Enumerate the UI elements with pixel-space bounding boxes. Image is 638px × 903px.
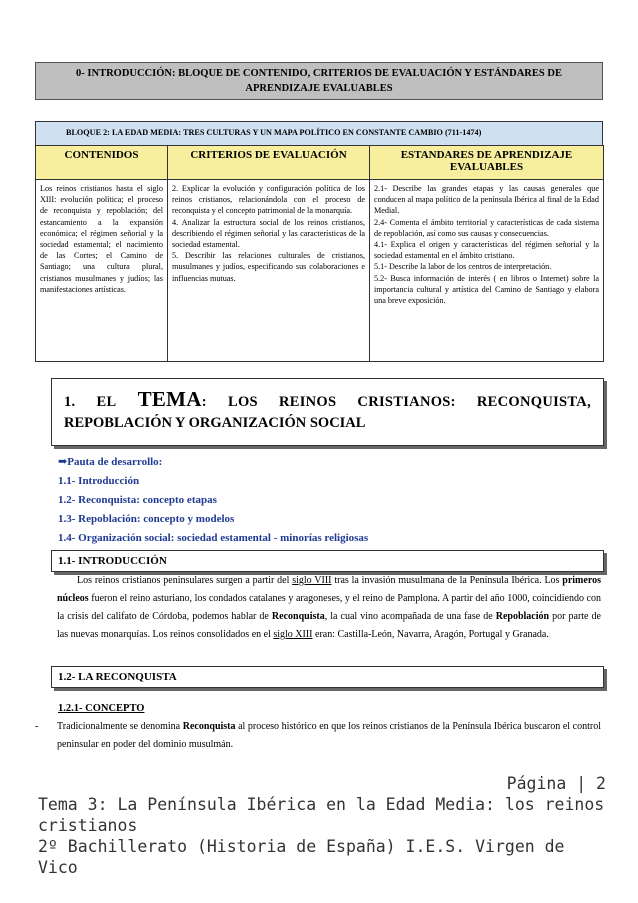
estandar-item: 5.2- Busca información de interés ( en libros o Internet) sobre la importancia cultural y artística del Camino de Santiago y elabora una breve exposición.	[374, 273, 599, 306]
tema-number: 1.	[64, 394, 76, 410]
header-contenidos: CONTENIDOS	[36, 146, 168, 180]
pauta-title: Pauta de desarrollo:	[67, 456, 163, 468]
intro-underline: siglo VIII	[292, 575, 332, 586]
header-estandares: ESTANDARES DE APRENDIZAJE EVALUABLES	[370, 146, 604, 180]
criterio-item: 2. Explicar la evolución y configuración política de los reinos cristianos, relacionándola con el proceso de reconquista y el concepto patrimonial de la monarquía.	[172, 184, 365, 216]
reconquista-heading: 1.2- LA RECONQUISTA	[51, 666, 604, 688]
contenidos-text: Los reinos cristianos hasta el siglo XIII: evolución política; el proceso de reconquista y repoblación; del estancamiento a la expansión económica; el régimen señorial y la sociedad estamental; el nacimiento de las Cortes; el Camino de Santiago; una cultura plural, cristianos musulmanes y judíos; las manifestaciones artísticas.	[40, 184, 163, 294]
section-header-line1: 0- INTRODUCCIÓN: BLOQUE DE CONTENIDO, CRITERIOS DE EVALUACIÓN Y ESTÁNDARES DE	[76, 68, 562, 79]
intro-bold: Repoblación	[495, 611, 550, 622]
intro-underline: siglo XIII	[273, 629, 313, 640]
tema-word-el: EL	[96, 394, 117, 410]
tema-colon: :	[201, 394, 207, 410]
intro-text-part: Los reinos cristianos peninsulares surgen a partir del	[77, 575, 293, 586]
bloque-title: BLOQUE 2: LA EDAD MEDIA: TRES CULTURAS Y UN MAPA POLÍTICO EN CONSTANTE CAMBIO (711-1474)	[35, 121, 603, 145]
definition-text-part: al proceso histórico en que los reinos cristianos de la Península Ibérica buscaron el control peninsular en poder del dominio musulmán.	[57, 721, 601, 750]
intro-text-part: eran: Castilla-León, Navarra, Aragón, Portugal y Granada.	[312, 629, 549, 640]
pauta-title-row	[58, 453, 368, 472]
intro-text-part: tras la invasión musulmana de la Península Ibérica. Los	[331, 575, 563, 586]
page-footer	[38, 773, 606, 878]
intro-bold: Reconquista	[271, 611, 325, 622]
tema-word: REINOS	[278, 394, 337, 410]
concepto-subheading: 1.2.1- CONCEPTO	[58, 703, 145, 714]
tema-title-line1	[64, 387, 591, 412]
cell-criterios	[168, 180, 370, 362]
tema-word: RECONQUISTA,	[476, 394, 591, 410]
tema-word: LOS	[227, 394, 258, 410]
section-header	[35, 62, 603, 100]
intro-paragraph	[57, 572, 601, 644]
intro-text-part: , la cual vino acompañada de una fase de	[324, 611, 496, 622]
criterio-item: 4. Analizar la estructura social de los reinos cristianos, describiendo el régimen señorial y las características de la sociedad estamental.	[172, 217, 365, 250]
estandar-item: 2.1- Describe las grandes etapas y las causas generales que conducen al mapa político de la península Ibérica al final de la Edad Medial.	[374, 184, 599, 216]
pauta-list	[58, 453, 368, 548]
intro-text-part: por parte de las nuevas monarquías. Los reinos consolidados en el	[57, 611, 601, 640]
criterio-item: 5. Describir las relaciones culturales de cristianos, musulmanes y judíos, especificando sus colaboraciones e influencias mutuas.	[172, 251, 365, 283]
tema-title-line2: REPOBLACIÓN Y ORGANIZACIÓN SOCIAL	[64, 415, 366, 431]
cell-estandares	[370, 180, 604, 362]
pauta-item: 1.4- Organización social: sociedad estamental - minorías religiosas	[58, 532, 369, 544]
pauta-item: 1.1- Introducción	[58, 475, 140, 487]
arrow-right-icon: ➡	[58, 456, 68, 468]
section-header-line2: APRENDIZAJE EVALUABLES	[245, 83, 393, 94]
intro-text-part: fueron el reino asturiano, los condados catalanes y aragoneses, y el reino de Pamplona. A partir del año 1000, coincidiendo con la crisis del califato de Córdoba, podemos hablar de	[57, 593, 601, 622]
page-number: Página | 2	[506, 774, 606, 793]
tema-title-box	[51, 378, 604, 446]
definition-bold: Reconquista	[182, 721, 236, 732]
intro-bold: primeros núcleos	[57, 575, 601, 604]
tema-word: CRISTIANOS:	[357, 394, 456, 410]
header-criterios: CRITERIOS DE EVALUACIÓN	[168, 146, 370, 180]
footer-line2: 2º Bachillerato (Historia de España) I.E.S. Virgen de Vico	[38, 837, 565, 877]
intro-heading: 1.1- INTRODUCCIÓN	[51, 550, 604, 572]
reconquista-definition	[35, 718, 601, 754]
criteria-table	[35, 145, 604, 362]
tema-word-tema: TEMA	[137, 387, 202, 411]
estandar-item: 2.4- Comenta el ámbito territorial y características de cada sistema de repoblación, así como sus causas y consecuencias.	[374, 217, 599, 238]
pauta-item: 1.3- Repoblación: concepto y modelos	[58, 513, 235, 525]
definition-text-part: Tradicionalmente se denomina	[57, 721, 183, 732]
pauta-item: 1.2- Reconquista: concepto etapas	[58, 494, 217, 506]
footer-line1: Tema 3: La Península Ibérica en la Edad Media: los reinos cristianos	[38, 795, 605, 835]
cell-contenidos	[36, 180, 168, 362]
dash-bullet: -	[35, 721, 39, 732]
estandar-item: 5.1- Describe la labor de los centros de interpretación.	[374, 262, 552, 272]
estandar-item: 4.1- Explica el origen y características del régimen señorial y la sociedad estamental en el ámbito cristiano.	[374, 240, 599, 261]
